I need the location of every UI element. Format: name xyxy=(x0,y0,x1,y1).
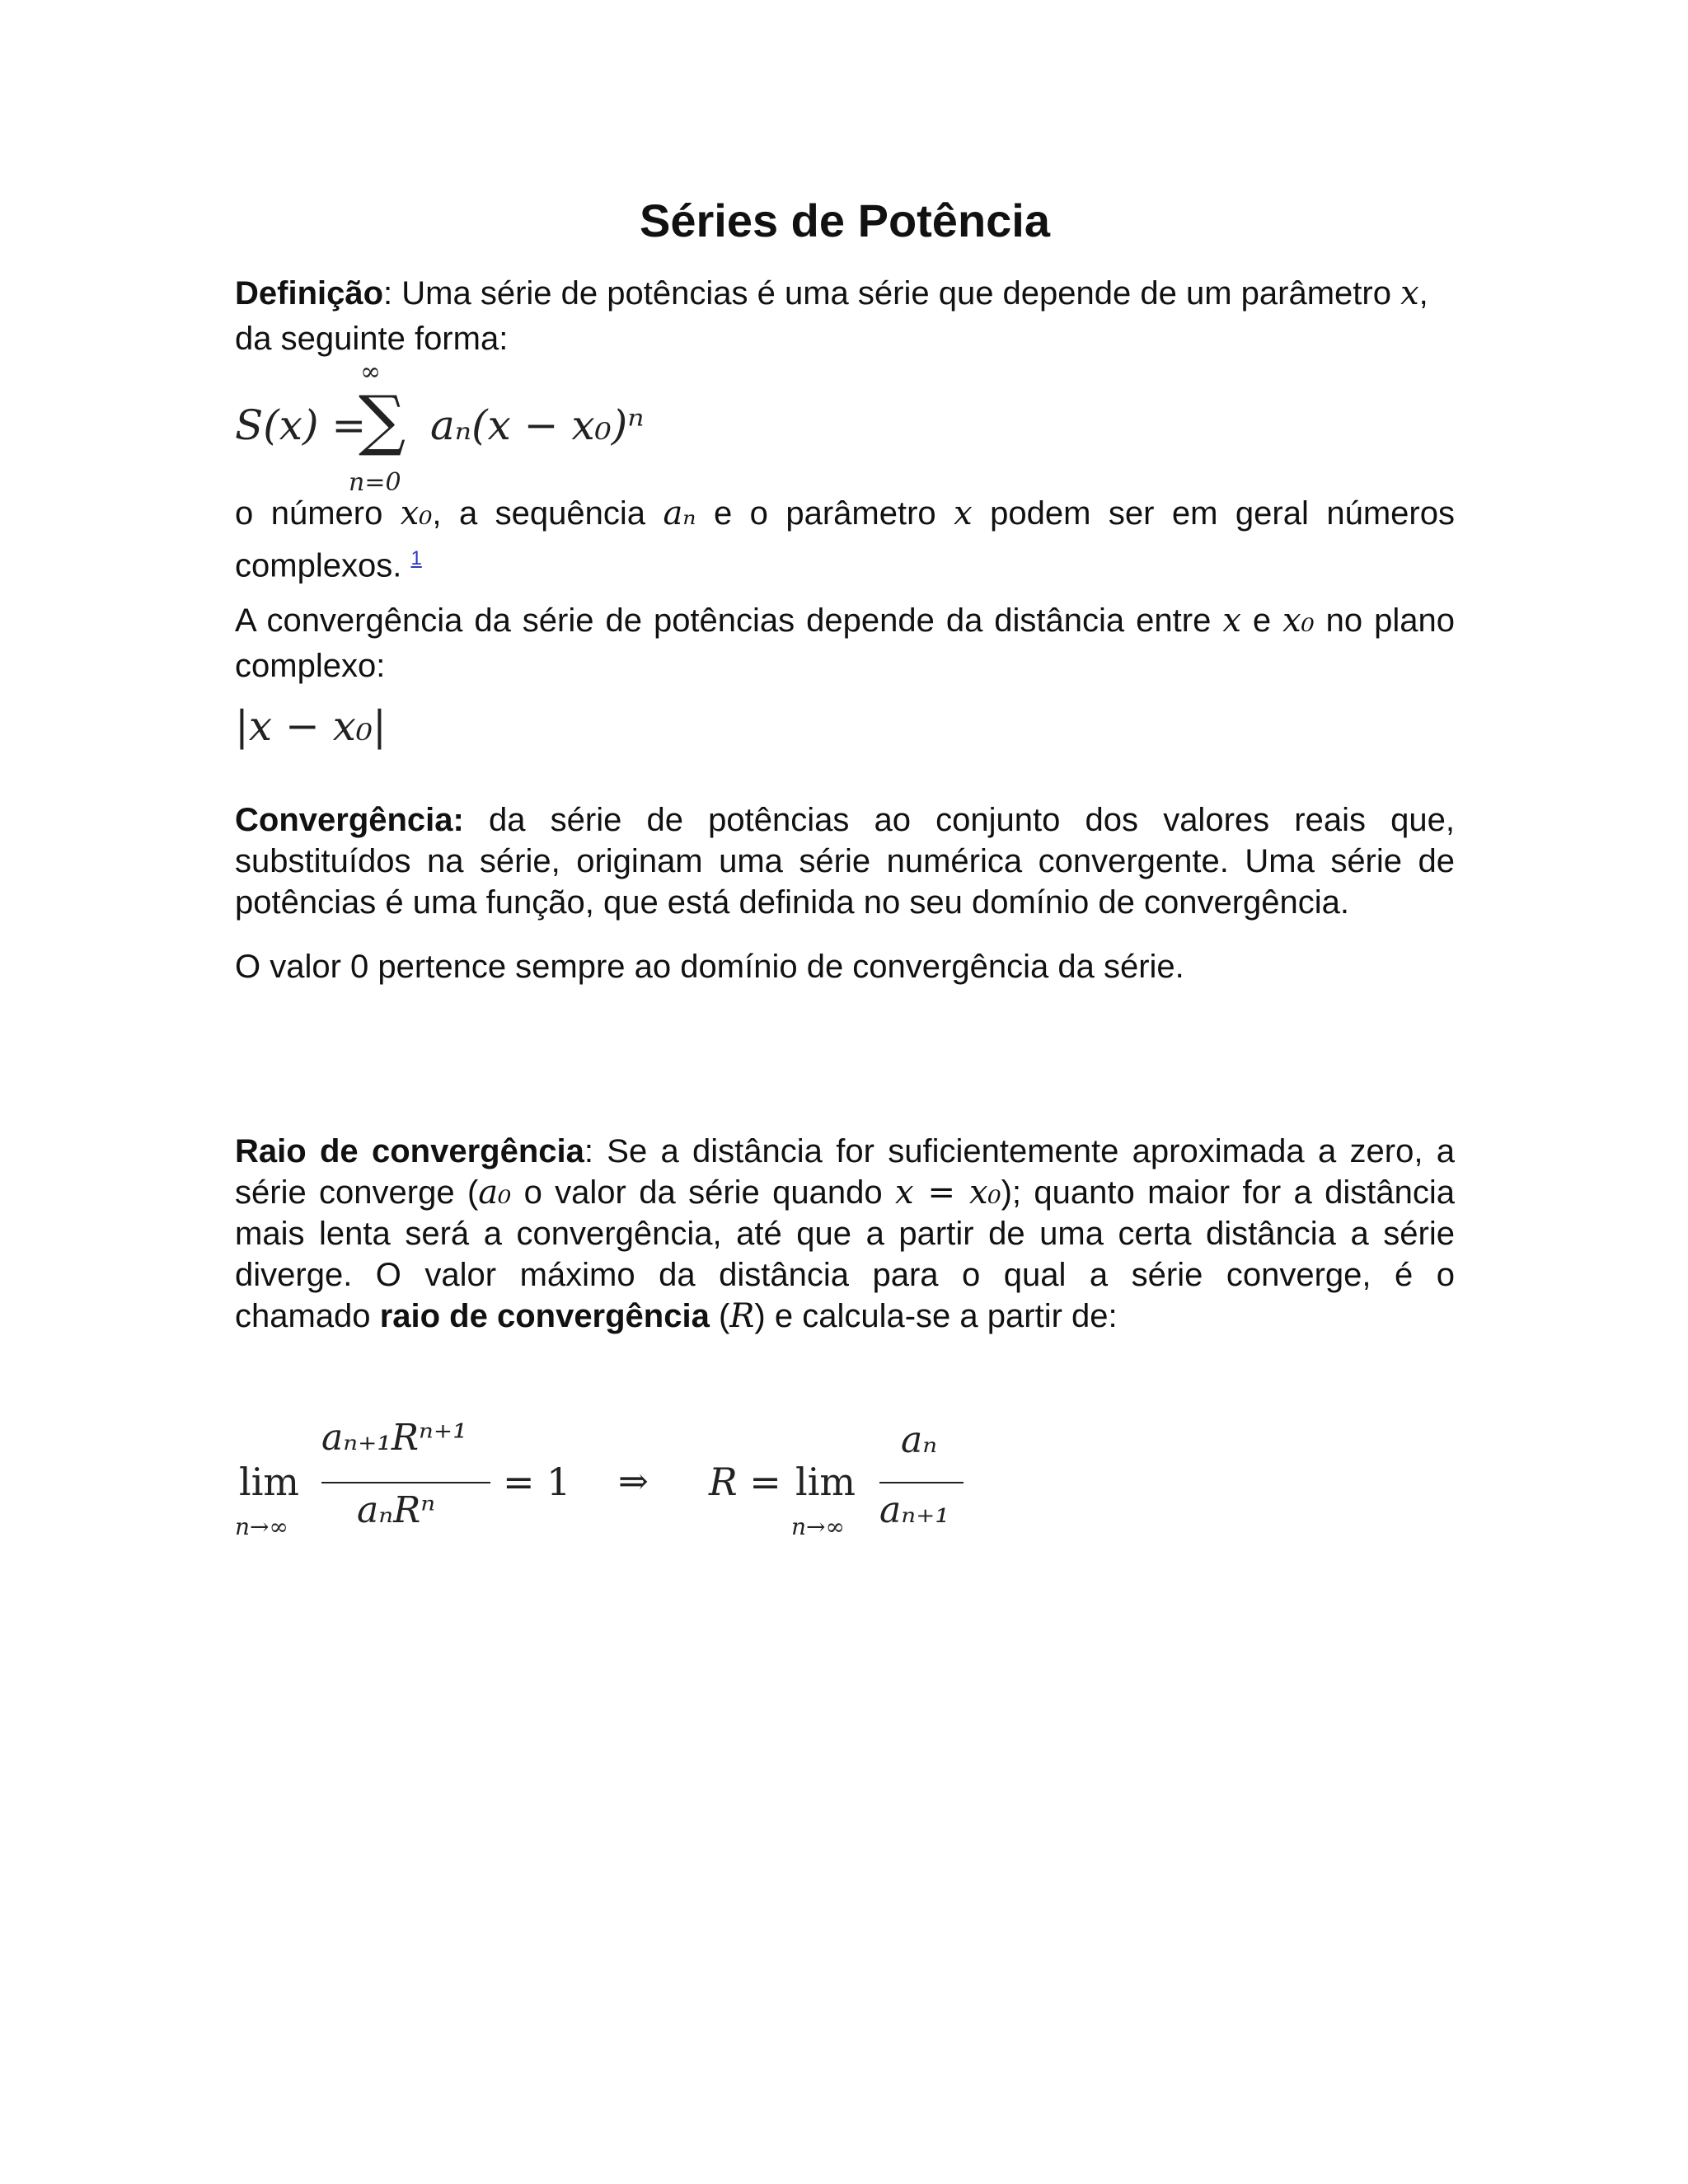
sum-lower-limit: n=0 xyxy=(349,468,401,497)
definition-line-1: Definição: Uma série de potências é uma série que depende de um parâmetro x, xyxy=(235,274,1428,312)
paragraph-numbers: o número x₀, a sequência aₙ e o parâmetro x podem ser em geral números xyxy=(235,494,1455,532)
implies-arrow: ⇒ xyxy=(618,1460,649,1502)
radius-equals: R = xyxy=(709,1460,781,1504)
formula-lhs: S(x) = xyxy=(235,401,367,449)
radius-label: Raio de convergência xyxy=(235,1133,584,1169)
fraction-bar-2 xyxy=(879,1482,964,1483)
power-series-formula xyxy=(235,358,729,497)
convergence-definition-line-1: Convergência: da série de potências ao conjunto dos valores reais que, xyxy=(235,802,1455,838)
zero-value-statement: O valor 0 pertence sempre ao domínio de convergência da série. xyxy=(235,949,1184,985)
radius-line-1: Raio de convergência: Se a distância for suficientemente aproximada a zero, a xyxy=(235,1133,1455,1169)
footnote-link[interactable]: 1 xyxy=(410,547,422,569)
radius-line-3: mais lenta será a convergência, até que a partir de uma certa distância a série xyxy=(235,1216,1455,1252)
definition-label: Definição xyxy=(235,275,384,312)
radius-limit-formula xyxy=(235,1417,1059,1554)
lim-operator: lim xyxy=(239,1460,300,1504)
fraction-denominator: aₙRⁿ xyxy=(357,1489,436,1531)
convergence-label: Convergência: xyxy=(235,802,464,838)
lim-operator-2: lim xyxy=(795,1460,856,1504)
convergence-definition-line-3: potências é uma função, que está definida no seu domínio de convergência. xyxy=(235,884,1350,921)
page-title: Séries de Potência xyxy=(639,194,1050,246)
absolute-value-formula: |x − x₀| xyxy=(235,702,387,750)
definition-line-2: da seguinte forma: xyxy=(235,321,509,357)
radius-line-5: chamado raio de convergência (R) e calcula-se a partir de: xyxy=(235,1297,1118,1335)
fraction-numerator-2: aₙ xyxy=(901,1419,938,1461)
radius-line-4: diverge. O valor máximo da distância para o qual a série converge, é o xyxy=(235,1257,1455,1293)
paragraph-convergence-distance-line-2: complexo: xyxy=(235,648,386,684)
convergence-definition-line-2: substituídos na série, originam uma série numérica convergente. Uma série de xyxy=(235,843,1455,879)
fraction-denominator-2: aₙ₊₁ xyxy=(879,1489,950,1531)
sigma-symbol: ∑ xyxy=(359,382,406,458)
paragraph-convergence-distance: A convergência da série de potências depende da distância entre x e x₀ no plano xyxy=(235,602,1456,640)
sum-term: aₙ(x − x₀)ⁿ xyxy=(430,401,645,449)
lim-subscript: n→∞ xyxy=(235,1513,288,1540)
fraction-bar xyxy=(321,1482,490,1483)
lim-subscript-2: n→∞ xyxy=(791,1513,845,1540)
equals-one: = 1 xyxy=(503,1460,571,1504)
radius-line-2: série converge (a₀ o valor da série quando x = x₀); quanto maior for a distância xyxy=(235,1174,1455,1212)
fraction-numerator: aₙ₊₁Rⁿ⁺¹ xyxy=(321,1417,467,1459)
sum-upper-limit: ∞ xyxy=(360,358,381,387)
paragraph-numbers-line-2: complexos. $^1$ xyxy=(235,547,422,584)
